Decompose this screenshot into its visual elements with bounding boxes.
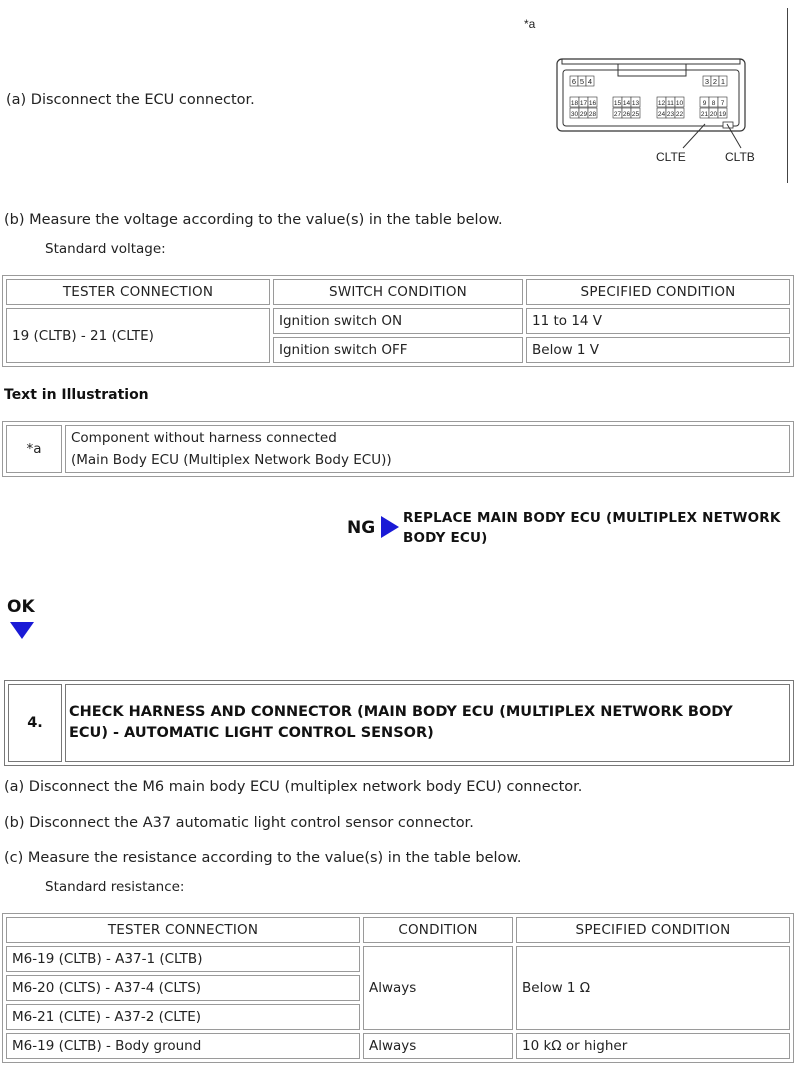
- pin-number: 22: [675, 111, 684, 118]
- pin-number: 9: [702, 100, 707, 107]
- step-a-disconnect-m6: (a) Disconnect the M6 main body ECU (multiplex network body ECU) connector.: [4, 779, 583, 795]
- check-title-line-1: CHECK HARNESS AND CONNECTOR (MAIN BODY ECU (MULTIPLEX NETWORK BODY: [69, 704, 733, 720]
- pin-number: 12: [657, 100, 666, 107]
- pin-number: 1: [720, 77, 726, 86]
- pin-number: 8: [711, 100, 716, 107]
- header-tester-connection: TESTER CONNECTION: [6, 917, 360, 943]
- header-specified-condition: SPECIFIED CONDITION: [516, 917, 790, 943]
- ok-label: OK: [7, 597, 35, 617]
- legend-line-1: Component without harness connected: [71, 430, 337, 446]
- ecu-connector-diagram: [500, 10, 790, 180]
- legend-description: [65, 425, 790, 473]
- pin-number: 4: [587, 77, 593, 86]
- specified-condition-cell: Below 1 Ω: [516, 946, 790, 1030]
- switch-condition-cell: Ignition switch OFF: [273, 337, 523, 363]
- callout-a: *a: [524, 17, 536, 31]
- standard-resistance-label: Standard resistance:: [45, 879, 185, 895]
- pin-number: 15: [613, 100, 622, 107]
- pin-number: 18: [570, 100, 579, 107]
- ok-arrow-down-icon: [10, 622, 34, 639]
- table-row: [6, 308, 790, 334]
- legend-line-2: (Main Body ECU (Multiplex Network Body ECU)): [71, 452, 392, 468]
- tester-connection-cell: M6-20 (CLTS) - A37-4 (CLTS): [6, 975, 360, 1001]
- tester-connection-cell: M6-21 (CLTE) - A37-2 (CLTE): [6, 1004, 360, 1030]
- label-cltb: CLTB: [725, 150, 755, 164]
- pin-number: 27: [613, 111, 622, 118]
- ng-action-line-2: BODY ECU): [403, 530, 488, 546]
- tester-connection-cell: 19 (CLTB) - 21 (CLTE): [6, 308, 270, 363]
- pin-number: 20: [709, 111, 718, 118]
- tester-connection-cell: M6-19 (CLTB) - A37-1 (CLTB): [6, 946, 360, 972]
- pin-number: 29: [579, 111, 588, 118]
- pin-number: 17: [579, 100, 588, 107]
- header-tester-connection: TESTER CONNECTION: [6, 279, 270, 305]
- check-step-row: [8, 684, 790, 762]
- tester-connection-cell: M6-19 (CLTB) - Body ground: [6, 1033, 360, 1059]
- pin-number: 6: [571, 77, 577, 86]
- pin-number: 11: [667, 100, 674, 107]
- pin-number: 25: [631, 111, 640, 118]
- table-row: [6, 1033, 790, 1059]
- header-switch-condition: SWITCH CONDITION: [273, 279, 523, 305]
- pin-number: 10: [675, 100, 684, 107]
- pin-number: 7: [720, 100, 725, 107]
- specified-condition-cell: 11 to 14 V: [526, 308, 790, 334]
- specified-condition-cell: Below 1 V: [526, 337, 790, 363]
- table-row: [6, 425, 790, 473]
- pin-number: 21: [700, 111, 709, 118]
- ng-action-line-1: REPLACE MAIN BODY ECU (MULTIPLEX NETWORK: [403, 510, 781, 526]
- pin-number: 3: [704, 77, 710, 86]
- condition-cell: Always: [363, 1033, 513, 1059]
- step-b-measure-voltage: (b) Measure the voltage according to the value(s) in the table below.: [4, 212, 503, 228]
- header-specified-condition: SPECIFIED CONDITION: [526, 279, 790, 305]
- switch-condition-cell: Ignition switch ON: [273, 308, 523, 334]
- pin-number: 30: [570, 111, 579, 118]
- pin-number: 14: [622, 100, 631, 107]
- illustration-divider: [787, 8, 788, 183]
- pin-number: 5: [579, 77, 585, 86]
- text-in-illustration-heading: Text in Illustration: [4, 387, 149, 403]
- table-row: [6, 946, 790, 972]
- resistance-table-header: [6, 917, 790, 943]
- step-b-disconnect-a37: (b) Disconnect the A37 automatic light control sensor connector.: [4, 815, 474, 831]
- pin-number: 28: [588, 111, 597, 118]
- step-c-measure-resistance: (c) Measure the resistance according to the value(s) in the table below.: [4, 850, 522, 866]
- pin-number: 23: [666, 111, 675, 118]
- condition-cell: Always: [363, 946, 513, 1030]
- ng-arrow-icon: [381, 516, 399, 538]
- check-step-box: [4, 680, 794, 766]
- pin-number: 16: [588, 100, 597, 107]
- pin-number: 19: [718, 111, 727, 118]
- specified-condition-cell: 10 kΩ or higher: [516, 1033, 790, 1059]
- header-condition: CONDITION: [363, 917, 513, 943]
- pin-number: 13: [631, 100, 640, 107]
- illustration-legend-table: [2, 421, 794, 477]
- check-step-title: [65, 684, 790, 762]
- pin-number: 24: [657, 111, 666, 118]
- ecu-connector-illustration: [500, 10, 790, 180]
- voltage-table: [2, 275, 794, 367]
- legend-key: *a: [6, 425, 62, 473]
- resistance-table: [2, 913, 794, 1063]
- pin-number: 2: [712, 77, 718, 86]
- standard-voltage-label: Standard voltage:: [45, 241, 166, 257]
- voltage-table-header: [6, 279, 790, 305]
- ng-label: NG: [347, 518, 376, 538]
- pin-number: 26: [622, 111, 631, 118]
- check-step-number: 4.: [8, 684, 62, 762]
- pin-block-top-left: [570, 76, 594, 86]
- check-title-line-2: ECU) - AUTOMATIC LIGHT CONTROL SENSOR): [69, 725, 434, 741]
- label-clte: CLTE: [656, 150, 686, 164]
- pin-block-top-right: [703, 76, 727, 86]
- ng-action[interactable]: [403, 508, 781, 548]
- step-a-disconnect-ecu: (a) Disconnect the ECU connector.: [6, 92, 255, 108]
